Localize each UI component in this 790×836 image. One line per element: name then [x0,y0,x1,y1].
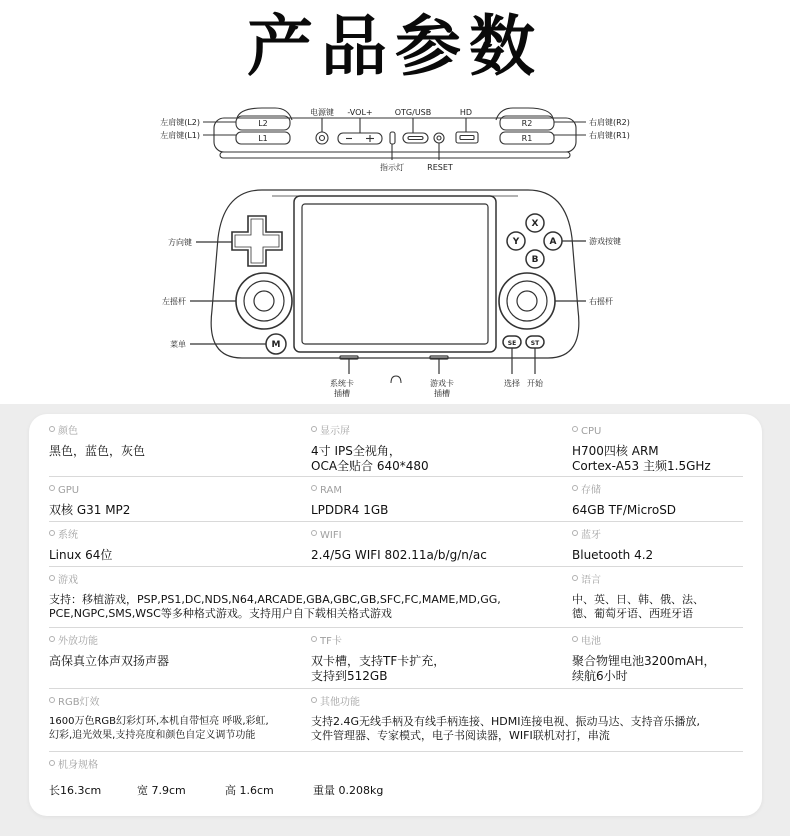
spec-row-5 [49,628,743,689]
button-x-text: X [531,219,539,229]
width-value: 宽 7.9cm [137,784,186,797]
spec-value: 聚合物锂电池3200mAH， 续航6小时 [572,654,716,683]
spec-key: 系统 [49,530,112,542]
system-card-label-2: 插槽 [334,389,350,398]
spec-row-2 [49,477,743,522]
hd-label: HD [459,108,473,117]
spec-row-6 [49,689,743,752]
spec-value: 4寸 IPS全视角， OCA全贴合 640*480 [311,444,429,473]
spec-key: 存储 [572,485,676,497]
length-value: 长16.3cm [49,784,102,797]
otg-port [403,133,428,143]
spec-value: 高保真立体声双扬声器 [49,654,170,668]
spec-key: 其他功能 [311,697,700,709]
headphone-icon [391,376,401,383]
spec-key: 蓝牙 [572,530,653,542]
game-card-label-2: 插槽 [434,389,450,398]
spec-key: CPU [572,426,711,438]
l1-label: 左肩键(L1) [160,131,200,140]
left-stick-label: 左摇杆 [162,297,186,306]
spec-key: 颜色 [49,426,145,438]
spec-card [29,414,762,816]
device-diagram [0,98,790,410]
button-y-text: Y [512,237,520,247]
otg-label: OTG/USB [394,108,432,117]
spec-key: 语言 [572,575,704,587]
spec-value: 中、英、日、韩、俄、法、 德、葡萄牙语、西班牙语 [572,593,704,620]
spec-value: Linux 64位 [49,548,113,562]
start-button-text: ST [530,340,540,347]
game-card-label-1: 游戏卡 [430,379,454,388]
menu-label: 菜单 [170,340,186,349]
spec-gpu [49,485,130,518]
spec-value: 支持：移植游戏，PSP,PS1,DC,NDS,N64,ARCADE,GBA,GBC,GB,SFC,FC,MAME,MD,GG, PCE,NGPC,SMS,WSC等多种格式游戏。支持用户自下载相关格式游戏 [49,593,501,620]
reset-label: RESET [427,163,453,172]
spec-key: GPU [49,485,130,497]
dpad [232,216,282,266]
dpad-label: 方向键 [168,238,192,247]
spec-key: WIFI [311,530,487,542]
spec-value: H700四核 ARM Cortex-A53 主频1.5GHz [572,444,711,473]
spec-key: RAM [311,485,388,497]
spec-display [311,426,429,474]
action-buttons-label: 游戏按键 [589,237,621,246]
l1-text: L1 [258,134,268,143]
spec-value: 黑色，蓝色，灰色 [49,444,146,458]
spec-key: 游戏 [49,575,501,587]
spec-value: LPDDR4 1GB [311,503,389,517]
reset-button [434,133,444,143]
l2-text: L2 [258,119,268,128]
r2-label: 右肩键(R2) [589,118,630,127]
r1-label: 右肩键(R1) [589,131,630,140]
spec-rgb [49,697,269,743]
spec-games [49,575,501,621]
spec-system [49,530,112,563]
page-title: 产品参数 [247,8,543,85]
spec-speaker [49,636,169,669]
select-label: 选择 [504,379,520,388]
spec-value: 2.4/5G WIFI 802.11a/b/g/n/ac [311,548,487,562]
screen [302,204,488,344]
height-value: 高 1.6cm [225,784,274,797]
spec-cpu [572,426,711,474]
spec-language [572,575,704,621]
spec-value: 双核 G31 MP2 [49,503,131,517]
volume-button [338,133,382,144]
select-button-text: SE [507,340,517,347]
spec-key: 电池 [572,636,715,648]
spec-key: 外放功能 [49,636,169,648]
right-stick-label: 右摇杆 [589,297,613,306]
spec-row-3 [49,522,743,567]
spec-value: 1600万色RGB幻彩灯环,本机自带恒亮 呼吸,彩虹, 幻彩,追光效果,支持亮度和颜色自定义调节功能 [49,716,269,741]
r1-text: R1 [521,134,533,143]
spec-value: 64GB TF/MicroSD [572,503,677,517]
button-b-text: B [531,255,539,265]
spec-value: Bluetooth 4.2 [572,548,654,562]
button-a-text: A [549,237,557,247]
spec-storage [572,485,676,518]
front-view [190,190,586,383]
spec-key: RGB灯效 [49,697,269,709]
spec-other [311,697,700,743]
system-card-label-1: 系统卡 [330,379,354,388]
l2-label: 左肩键(L2) [160,118,200,127]
spec-size [49,760,98,772]
indicator-light [390,132,395,144]
hdmi-port [456,132,478,143]
spec-bluetooth [572,530,653,563]
spec-key: 显示屏 [311,426,429,438]
spec-key: 机身规格 [49,760,98,772]
indicator-label: 指示灯 [380,163,404,172]
start-label: 开始 [527,379,543,388]
spec-ram [311,485,388,518]
spec-color [49,426,145,459]
spec-value: 双卡槽，支持TF卡扩充， 支持到512GB [311,654,446,683]
spec-row-7 [49,752,743,812]
weight-value: 重量 0.208kg [313,784,384,797]
spec-row-1 [49,418,743,477]
menu-button-text: M [271,340,281,350]
spec-value: 支持2.4G无线手柄及有线手柄连接、HDMI连接电视、振动马达、支持音乐播放, 文件管理器、专家模式，电子书阅读器，WIFI联机对打，串流 [311,715,700,742]
spec-row-4 [49,567,743,628]
volume-label: -VOL+ [347,108,373,117]
spec-battery [572,636,715,684]
r2-text: R2 [521,119,533,128]
spec-key: TF卡 [311,636,445,648]
power-button [316,132,328,144]
spec-wifi [311,530,487,563]
spec-tf-card [311,636,445,684]
power-label: 电源键 [310,108,334,117]
